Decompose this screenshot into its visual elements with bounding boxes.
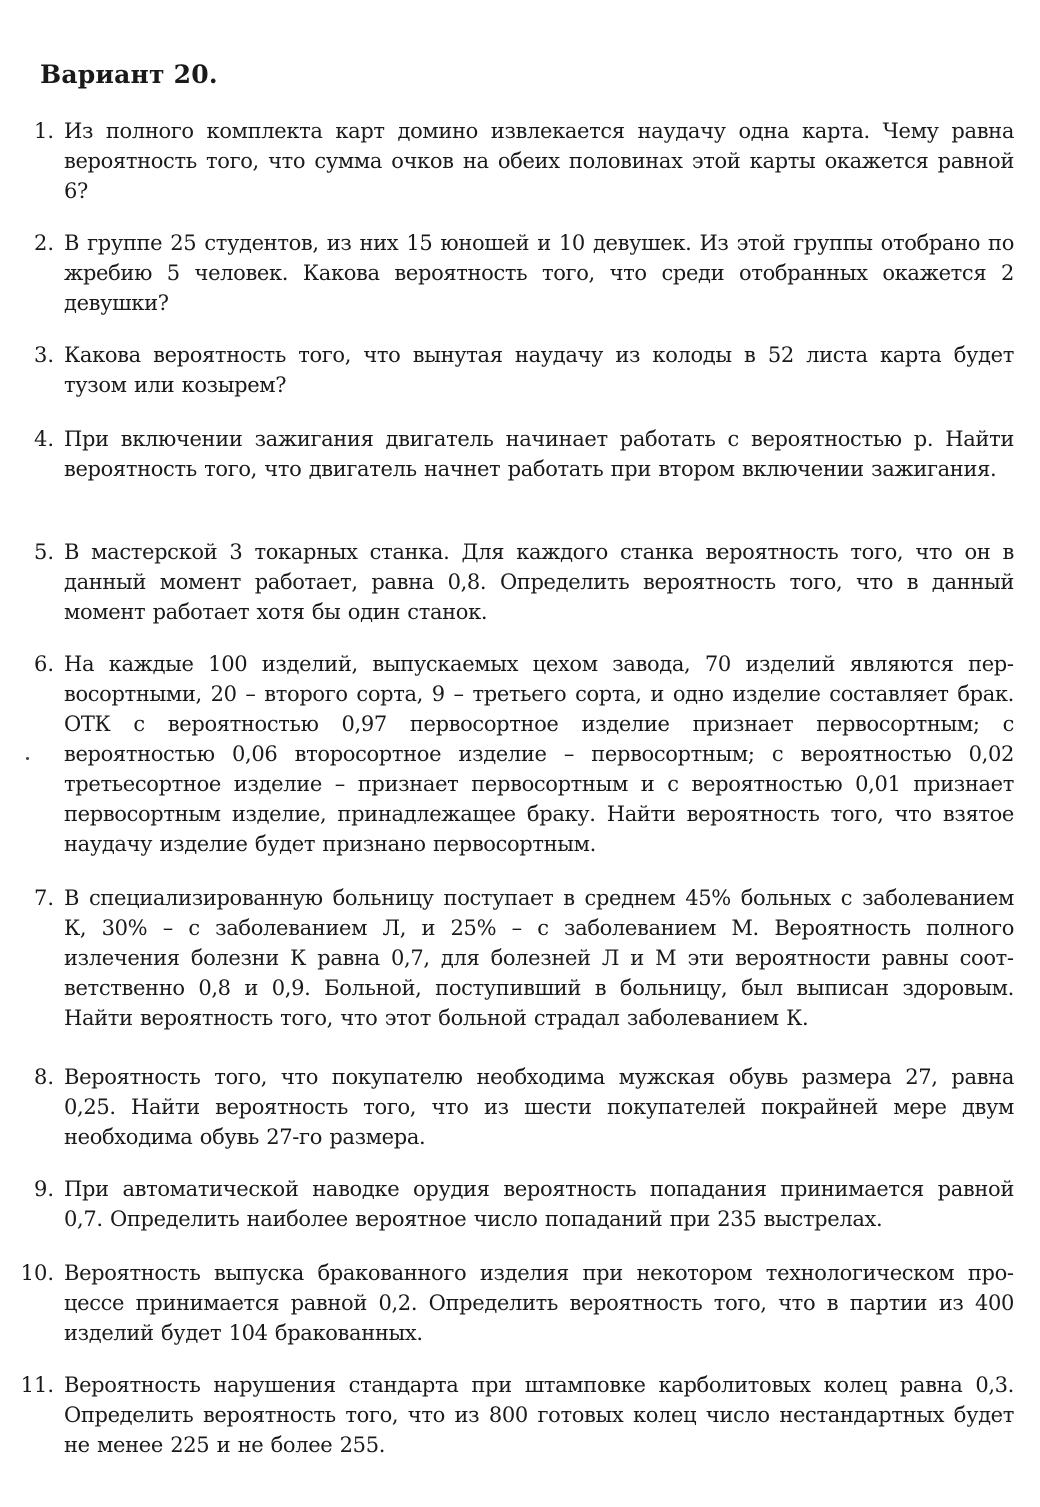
problem-text: На каждые 100 изделий, выпускаемых цехом завода, 70 изделий являются первосортными, 20 – второго сорта, 9 – третьего сорта, и одно изделие составляет брак. ОТК с вероятностью 0,97 первосортное изделие признает первосортным; с вероятностью 0,06 второсортное изделие – первосортным; с вероятностью 0,02 третьесортное изделие – признает первосортным и с вероятностью 0,01 признает первосортным изделие, принадлежащее браку. Найти вероятность того, что взятое наудачу изделие будет признано первосортным.	[64, 652, 1014, 856]
problem-number: 5.	[33, 540, 54, 564]
problem-text: В специализированную больницу поступает в среднем 45% больных с заболеванием К, 30% – с заболеванием Л, и 25% – с заболеванием М. Вероятность полного излечения болезни К равна 0,7, для болезней Л и М эти вероятности равны соответственно 0,8 и 0,9. Больной, поступивший в больницу, был выписан здоровым. Найти вероятность того, что этот больной страдал заболеванием К.	[64, 886, 1014, 1030]
problem-number: 2.	[33, 231, 54, 255]
problem-number: 11.	[20, 1373, 54, 1397]
scan-speck	[26, 757, 29, 760]
problem-number: 3.	[33, 343, 54, 367]
problem-number: 9.	[33, 1177, 54, 1201]
problem-number: 8.	[33, 1065, 54, 1089]
problem-number: 1.	[33, 119, 54, 143]
problem-number: 4.	[33, 427, 54, 451]
problem-text: При автоматической наводке орудия вероятность попадания принимается равной 0,7. Определить наиболее вероятное число попаданий при 235 выстрелах.	[64, 1177, 1014, 1231]
problem-text: При включении зажигания двигатель начинает работать с вероятностью p. Найти вероятность того, что двигатель начнет работать при втором включении зажигания.	[64, 427, 1014, 481]
problem-text: Вероятность того, что покупателю необходима мужская обувь размера 27, равна 0,25. Найти вероятность того, что из шести покупателей покрайней мере двум необходима обувь 27-го размера.	[64, 1065, 1014, 1149]
problem-text: Какова вероятность того, что вынутая наудачу из колоды в 52 листа карта будет тузом или козырем?	[64, 343, 1014, 397]
problem-text: В группе 25 студентов, из них 15 юношей и 10 девушек. Из этой группы отобрано по жребию 5 человек. Какова вероятность того, что среди отобранных окажется 2 девушки?	[64, 231, 1014, 315]
problem-text: Вероятность нарушения стандарта при штамповке карболитовых колец равна 0,3. Определить вероятность того, что из 800 готовых колец число нестандартных будет не менее 225 и не более 255.	[64, 1373, 1014, 1457]
problem-text: В мастерской 3 токарных станка. Для каждого станка вероятность того, что он в данный момент работает, равна 0,8. Определить вероятность того, что в данный момент работает хотя бы один станок.	[64, 540, 1014, 624]
problem-text: Из полного комплекта карт домино извлекается наудачу одна карта. Чему равна вероятность того, что сумма очков на обеих половинах этой карты окажется равной 6?	[64, 119, 1014, 203]
page-title: Вариант 20.	[40, 60, 218, 89]
problem-number: 6.	[33, 652, 54, 676]
problem-number: 10.	[20, 1261, 54, 1285]
problem-number: 7.	[33, 886, 54, 910]
problem-text: Вероятность выпуска бракованного изделия при некотором технологическом процессе принимается равной 0,2. Определить вероятность того, что в партии из 400 изделий будет 104 бракованных.	[64, 1261, 1014, 1345]
